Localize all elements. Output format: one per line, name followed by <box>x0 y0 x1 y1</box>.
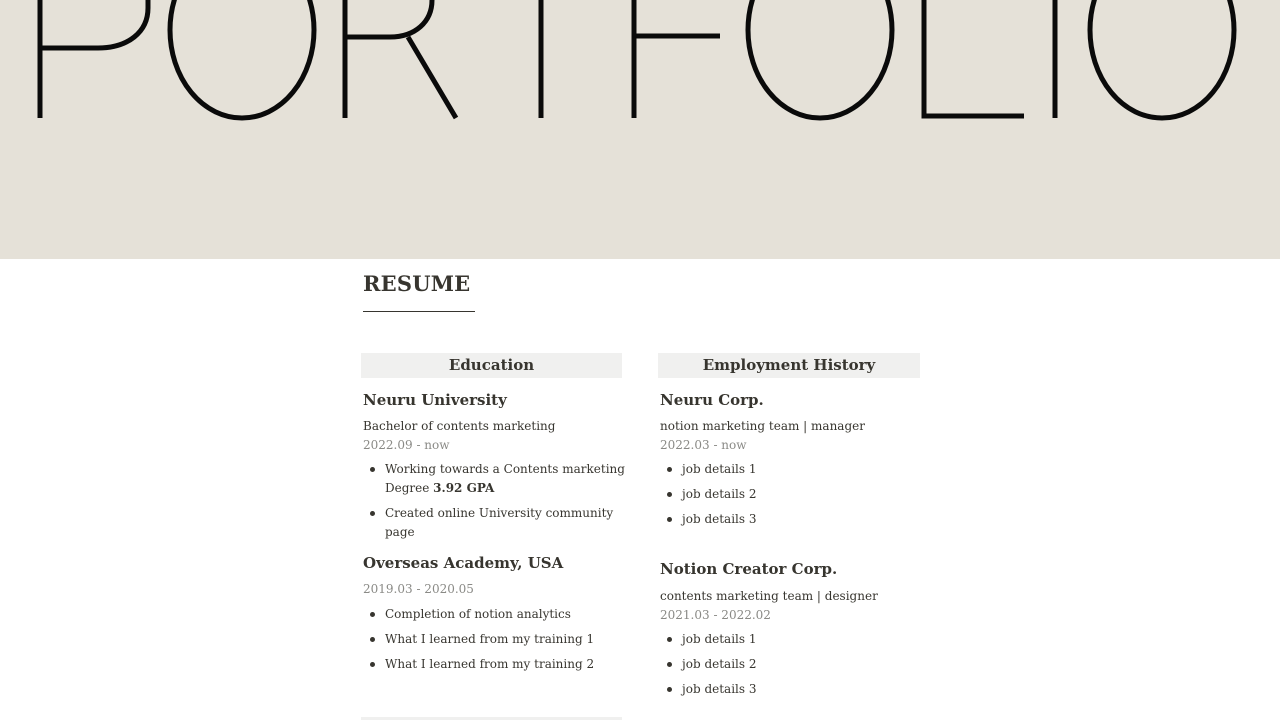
list-item: job details 1 <box>660 630 922 649</box>
entry-subtitle: notion marketing team | manager <box>660 419 865 433</box>
list-item: job details 3 <box>660 680 922 699</box>
bullet-list <box>363 460 625 548</box>
entry-dates: 2021.03 - 2022.02 <box>660 608 771 622</box>
entry-subtitle: Bachelor of contents marketing <box>363 419 556 433</box>
list-item: job details 2 <box>660 485 922 504</box>
list-item: job details 3 <box>660 510 922 529</box>
page-title: RESUME <box>363 271 471 296</box>
cover-image <box>0 0 1280 259</box>
entry-title: Neuru University <box>363 391 507 409</box>
employment-header: Employment History <box>658 353 920 378</box>
education-header: Education <box>361 353 622 378</box>
list-item: What I learned from my training 2 <box>363 655 625 674</box>
education-column <box>361 353 625 671</box>
employment-column <box>658 353 920 696</box>
bullet-list <box>660 630 922 705</box>
entry-dates: 2022.03 - now <box>660 438 747 452</box>
title-divider <box>363 311 475 312</box>
entry-subtitle: contents marketing team | designer <box>660 589 878 603</box>
entry-title: Overseas Academy, USA <box>363 554 564 572</box>
entry-dates: 2019.03 - 2020.05 <box>363 582 474 596</box>
list-item: Working towards a Contents marketing Degree 3.92 GPA <box>363 460 625 498</box>
entry-title: Notion Creator Corp. <box>660 560 838 578</box>
bullet-list <box>363 605 625 680</box>
bullet-list <box>660 460 922 535</box>
list-item: What I learned from my training 1 <box>363 630 625 649</box>
list-item: job details 2 <box>660 655 922 674</box>
list-item: job details 1 <box>660 460 922 479</box>
entry-dates: 2022.09 - now <box>363 438 450 452</box>
list-item: Created online University community page <box>363 504 625 542</box>
entry-title: Neuru Corp. <box>660 391 764 409</box>
cover-title-art <box>0 0 1280 259</box>
list-item: Completion of notion analytics <box>363 605 625 624</box>
